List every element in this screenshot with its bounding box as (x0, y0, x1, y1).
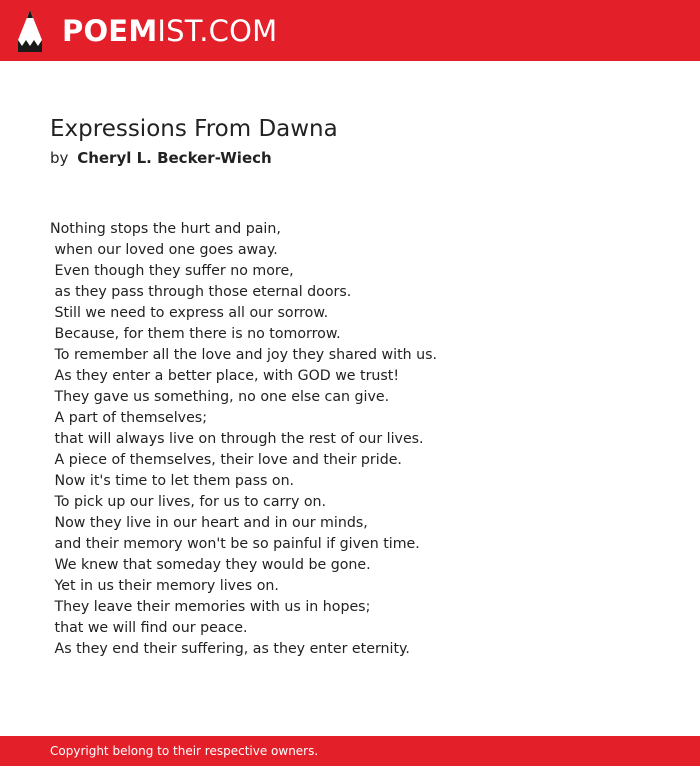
poem-line: Yet in us their memory lives on. (50, 578, 279, 594)
poem-line: Still we need to express all our sorrow. (50, 305, 329, 321)
logo-wordmark-light: IST.COM (157, 14, 278, 48)
poem-line: that we will find our peace. (50, 620, 248, 636)
byline (50, 149, 272, 167)
site-footer (0, 736, 700, 766)
site-header (0, 0, 700, 61)
poem-line: Now they live in our heart and in our minds, (50, 515, 368, 531)
byline-label: by (50, 149, 69, 167)
poem-line: as they pass through those eternal doors. (50, 284, 352, 300)
poem-line: They leave their memories with us in hopes; (50, 599, 371, 615)
poem-line: Now it's time to let them pass on. (50, 473, 295, 489)
poem-line: Because, for them there is no tomorrow. (50, 326, 341, 342)
poem-title: Expressions From Dawna (50, 116, 338, 142)
author-name: Cheryl L. Becker-Wiech (77, 149, 272, 167)
copyright-text: Copyright belong to their respective owners. (50, 744, 319, 758)
poem-line: Even though they suffer no more, (50, 263, 294, 279)
poem-line: As they enter a better place, with GOD we trust! (50, 368, 400, 384)
poem-line: To remember all the love and joy they shared with us. (50, 347, 438, 363)
poem-line: and their memory won't be so painful if given time. (50, 536, 420, 552)
site-logo[interactable] (16, 10, 277, 52)
poem-line: Nothing stops the hurt and pain, (50, 221, 281, 237)
poem-line: that will always live on through the rest of our lives. (50, 431, 424, 447)
poem-line: We knew that someday they would be gone. (50, 557, 371, 573)
poem-line: As they end their suffering, as they enter eternity. (50, 641, 410, 657)
pencil-icon (16, 10, 44, 52)
poem-line: They gave us something, no one else can give. (50, 389, 390, 405)
poem-body (50, 219, 670, 660)
poem-line: when our loved one goes away. (50, 242, 278, 258)
poem-line: To pick up our lives, for us to carry on. (50, 494, 327, 510)
logo-wordmark (62, 10, 277, 52)
logo-wordmark-strong: POEM (62, 14, 158, 48)
poem-line: A part of themselves; (50, 410, 207, 426)
poem-line: A piece of themselves, their love and their pride. (50, 452, 402, 468)
